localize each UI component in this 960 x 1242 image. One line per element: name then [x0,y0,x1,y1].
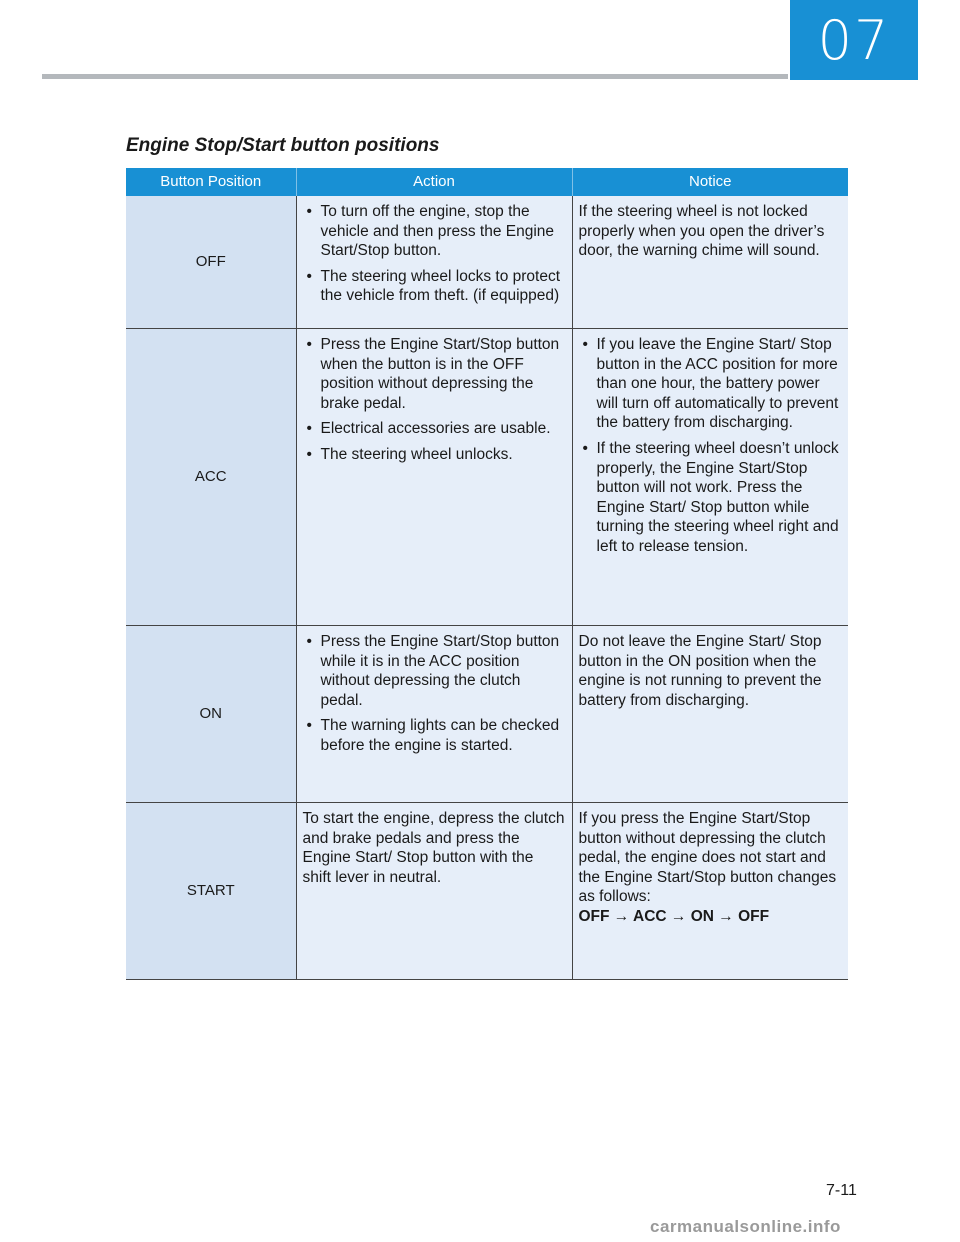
header-action: Action [296,168,572,196]
notice-item: • If you leave the Engine Start/ Stop button in the ACC position for more than one hour, the battery power will turn off automatically to prevent the battery from discharging. [579,335,843,433]
action-item: • Press the Engine Start/Stop button when the button is in the OFF position without depressing the brake pedal. [303,335,566,413]
page-number: 7-11 [826,1182,857,1199]
position-acc: ACC [126,329,296,626]
notice-text: If you press the Engine Start/Stop button without depressing the clutch pedal, the engine does not start and the Engine Start/Stop button changes as follows: [578,810,837,906]
action-cell-on [296,626,572,803]
table-row-start [126,803,848,980]
table-row-on [126,626,848,803]
notice-cell-start [572,803,848,980]
section-title: Engine Stop/Start button positions [126,135,440,156]
watermark: carmanualsonline.info [650,1217,841,1236]
action-item: • To turn off the engine, stop the vehicle and then press the Engine Start/Stop button. [303,202,566,261]
table-header-row [126,168,848,196]
notice-item: • If the steering wheel doesn’t unlock properly, the Engine Start/Stop button will not work. Press the Engine Start/ Stop button while turning the steering wheel right and left to release tension. [579,439,843,557]
notice-cell-off: If the steering wheel is not locked properly when you open the driver’s door, the warning chime will sound. [572,196,848,329]
table-row-off [126,196,848,329]
action-cell-start: To start the engine, depress the clutch and brake pedals and press the Engine Start/ Stop button with the shift lever in neutral. [296,803,572,980]
action-cell-off [296,196,572,329]
chapter-tab: 07 [790,0,918,80]
header-rule [42,74,788,79]
position-start: START [126,803,296,980]
action-cell-acc [296,329,572,626]
action-item: • The warning lights can be checked before the engine is started. [303,716,566,755]
position-on: ON [126,626,296,803]
header-notice: Notice [572,168,848,196]
action-item: • Electrical accessories are usable. [303,419,566,439]
action-item: • Press the Engine Start/Stop button while it is in the ACC position without depressing the clutch pedal. [303,632,566,710]
notice-cell-acc [572,329,848,626]
action-item: • The steering wheel locks to protect the vehicle from theft. (if equipped) [303,267,566,306]
header-button-position: Button Position [126,168,296,196]
action-item: • The steering wheel unlocks. [303,445,566,465]
notice-cell-on: Do not leave the Engine Start/ Stop button in the ON position when the engine is not running to prevent the battery from discharging. [572,626,848,803]
position-sequence: OFF → ACC → ON → OFF [578,907,770,925]
button-positions-table [126,168,848,980]
table-row-acc [126,329,848,626]
position-off: OFF [126,196,296,329]
